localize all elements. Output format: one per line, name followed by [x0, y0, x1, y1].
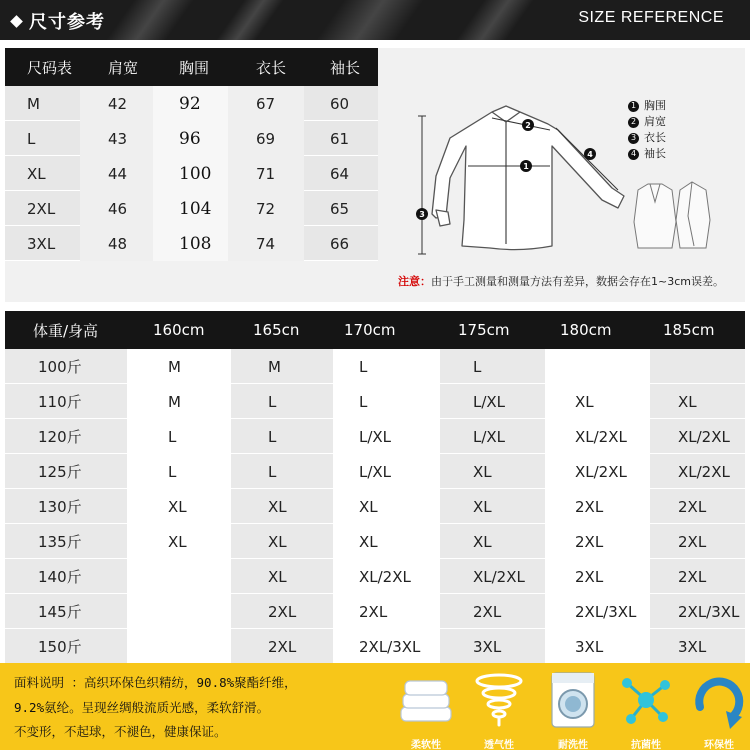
weight-row: [5, 349, 745, 384]
size-recommendation: 2XL: [268, 637, 297, 656]
size-value: 61: [330, 129, 350, 148]
size-recommendation: XL/2XL: [678, 427, 730, 446]
measurement-note: [398, 273, 724, 289]
size-header-cell: 肩宽: [108, 58, 139, 77]
sleeve-marker: 4: [587, 150, 593, 159]
size-value: 65: [330, 199, 350, 218]
weight-label: 100斤: [38, 358, 82, 376]
size-header-cell: 袖长: [330, 58, 361, 77]
size-value: 66: [330, 234, 350, 253]
page-title-text: 尺寸参考: [29, 12, 105, 33]
height-header-cell: 180cm: [560, 321, 612, 339]
size-recommendation: 2XL: [575, 497, 604, 516]
legend-label: 胸围: [644, 99, 666, 112]
size-recommendation: 2XL: [473, 602, 502, 621]
legend-label: 肩宽: [644, 115, 666, 128]
diamond-icon: [10, 15, 23, 28]
size-recommendation: XL: [473, 497, 492, 516]
size-recommendation: XL/2XL: [575, 462, 627, 481]
size-recommendation: M: [268, 357, 281, 376]
legend-item: [628, 130, 666, 146]
washing-machine-icon: [540, 667, 606, 733]
size-recommendation: L/XL: [359, 427, 392, 446]
weight-label: 120斤: [38, 428, 82, 446]
diagram-legend: [628, 98, 666, 162]
height-header-cell: 170cm: [344, 321, 396, 339]
fabric-description: [14, 671, 394, 745]
height-header-cell: 175cm: [458, 321, 510, 339]
size-recommendation: L/XL: [473, 392, 506, 411]
shoulder-marker: 2: [525, 121, 531, 130]
size-recommendation: 2XL/3XL: [678, 602, 740, 621]
length-marker: 3: [419, 210, 425, 219]
size-recommendation: XL: [473, 532, 492, 551]
size-recommendation: XL: [168, 497, 187, 516]
note-text: 由于手工测量和测量方法有差异，数据会存在1~3cm误差。: [431, 275, 724, 288]
size-header-cell: 尺码表: [27, 58, 73, 77]
feature-label: 抗菌性: [631, 740, 661, 751]
size-label: L: [27, 129, 36, 148]
fabric-line: 9.2%氨纶。呈现丝绸般流质光感，柔软舒滑。: [14, 699, 270, 715]
size-value: 100: [179, 163, 212, 184]
size-recommendation: M: [168, 392, 181, 411]
chest-marker: 1: [523, 162, 529, 171]
size-recommendation: 3XL: [678, 637, 707, 656]
size-label: M: [27, 94, 40, 113]
weight-label: 135斤: [38, 533, 82, 551]
weight-label: 150斤: [38, 638, 82, 656]
feature-label: 环保性: [704, 740, 734, 751]
size-recommendation: L: [268, 392, 277, 411]
size-value: 42: [108, 94, 128, 113]
banner-light-ray: [106, 0, 194, 40]
weight-row: [5, 384, 745, 419]
size-recommendation: L/XL: [473, 427, 506, 446]
size-label: XL: [27, 164, 46, 183]
size-recommendation: L: [359, 357, 368, 376]
legend-number: 2: [628, 117, 639, 128]
recycle-arrow-icon: [686, 667, 750, 733]
size-label: 3XL: [27, 234, 56, 253]
size-value: 46: [108, 199, 128, 218]
size-value: 43: [108, 129, 128, 148]
legend-label: 袖长: [644, 147, 666, 160]
fabric-line: 不变形，不起球，不褪色，健康保证。: [14, 724, 227, 739]
feature-label: 透气性: [484, 740, 514, 751]
size-recommendation: L: [268, 462, 277, 481]
size-recommendation: 2XL: [268, 602, 297, 621]
legend-label: 衣长: [644, 131, 666, 144]
size-recommendation: XL: [268, 567, 287, 586]
size-recommendation: L: [268, 427, 277, 446]
size-value: 64: [330, 164, 350, 183]
size-recommendation: XL/2XL: [359, 567, 411, 586]
banner-light-ray: [316, 0, 424, 40]
size-recommendation: XL: [473, 462, 492, 481]
molecule-icon: [613, 667, 679, 733]
size-recommendation: 2XL: [678, 532, 707, 551]
header-banner: [0, 0, 750, 40]
size-label: 2XL: [27, 199, 56, 218]
size-recommendation: XL: [268, 497, 287, 516]
size-recommendation: M: [168, 357, 181, 376]
size-recommendation: L/XL: [359, 462, 392, 481]
weight-corner-header: 体重/身高: [33, 321, 99, 340]
legend-number: 1: [628, 101, 639, 112]
whirlwind-icon: [466, 667, 532, 733]
size-header-cell: 衣长: [256, 58, 287, 77]
size-recommendation: XL/2XL: [678, 462, 730, 481]
size-recommendation: XL: [359, 532, 378, 551]
size-value: 108: [179, 233, 212, 254]
size-value: 104: [179, 198, 212, 219]
size-recommendation: 3XL: [473, 637, 502, 656]
legend-item: [628, 146, 666, 162]
page-title: [12, 8, 105, 34]
height-header-cell: 185cm: [663, 321, 715, 339]
size-recommendation: L: [168, 427, 177, 446]
size-value: 71: [256, 164, 276, 183]
feature-label: 柔软性: [411, 740, 441, 751]
size-recommendation: L: [473, 357, 482, 376]
height-header-cell: 160cm: [153, 321, 205, 339]
size-value: 60: [330, 94, 350, 113]
size-value: 44: [108, 164, 128, 183]
size-recommendation: 2XL: [575, 567, 604, 586]
size-value: 69: [256, 129, 276, 148]
size-recommendation: XL: [575, 392, 594, 411]
weight-label: 145斤: [38, 603, 82, 621]
page-title-english: SIZE REFERENCE: [578, 9, 724, 26]
size-value: 74: [256, 234, 276, 253]
weight-label: 140斤: [38, 568, 82, 586]
size-header-cell: 胸围: [179, 58, 210, 77]
size-value: 72: [256, 199, 276, 218]
legend-number: 3: [628, 133, 639, 144]
size-recommendation: 2XL/3XL: [575, 602, 637, 621]
note-label: 注意：: [398, 275, 431, 288]
size-recommendation: 2XL: [678, 497, 707, 516]
size-recommendation: L: [168, 462, 177, 481]
size-recommendation: XL/2XL: [473, 567, 525, 586]
weight-label: 110斤: [38, 393, 82, 411]
legend-item: [628, 98, 666, 114]
size-recommendation: 2XL: [359, 602, 388, 621]
size-recommendation: 2XL: [678, 567, 707, 586]
shirt-diagram-icon: [380, 86, 745, 302]
size-recommendation: 3XL: [575, 637, 604, 656]
legend-number: 4: [628, 149, 639, 160]
size-recommendation: L: [359, 392, 368, 411]
size-value: 48: [108, 234, 128, 253]
size-recommendation: 2XL: [575, 532, 604, 551]
towel-stack-icon: [393, 667, 459, 733]
weight-label: 125斤: [38, 463, 82, 481]
measurement-diagram: [380, 86, 745, 302]
size-recommendation: XL: [168, 532, 187, 551]
weight-label: 130斤: [38, 498, 82, 516]
size-value: 92: [179, 93, 201, 114]
size-value: 96: [179, 128, 201, 149]
size-recommendation: XL: [359, 497, 378, 516]
legend-item: [628, 114, 666, 130]
size-recommendation: XL/2XL: [575, 427, 627, 446]
size-recommendation: XL: [268, 532, 287, 551]
size-recommendation: XL: [678, 392, 697, 411]
size-recommendation: 2XL/3XL: [359, 637, 421, 656]
fabric-line: 面料说明 ：高织环保色织精纺，90.8%聚酯纤维，: [14, 675, 297, 690]
height-header-cell: 165cn: [253, 321, 300, 339]
feature-label: 耐洗性: [558, 740, 588, 751]
banner-light-ray: [216, 0, 284, 40]
size-value: 67: [256, 94, 276, 113]
banner-light-ray: [456, 0, 534, 40]
